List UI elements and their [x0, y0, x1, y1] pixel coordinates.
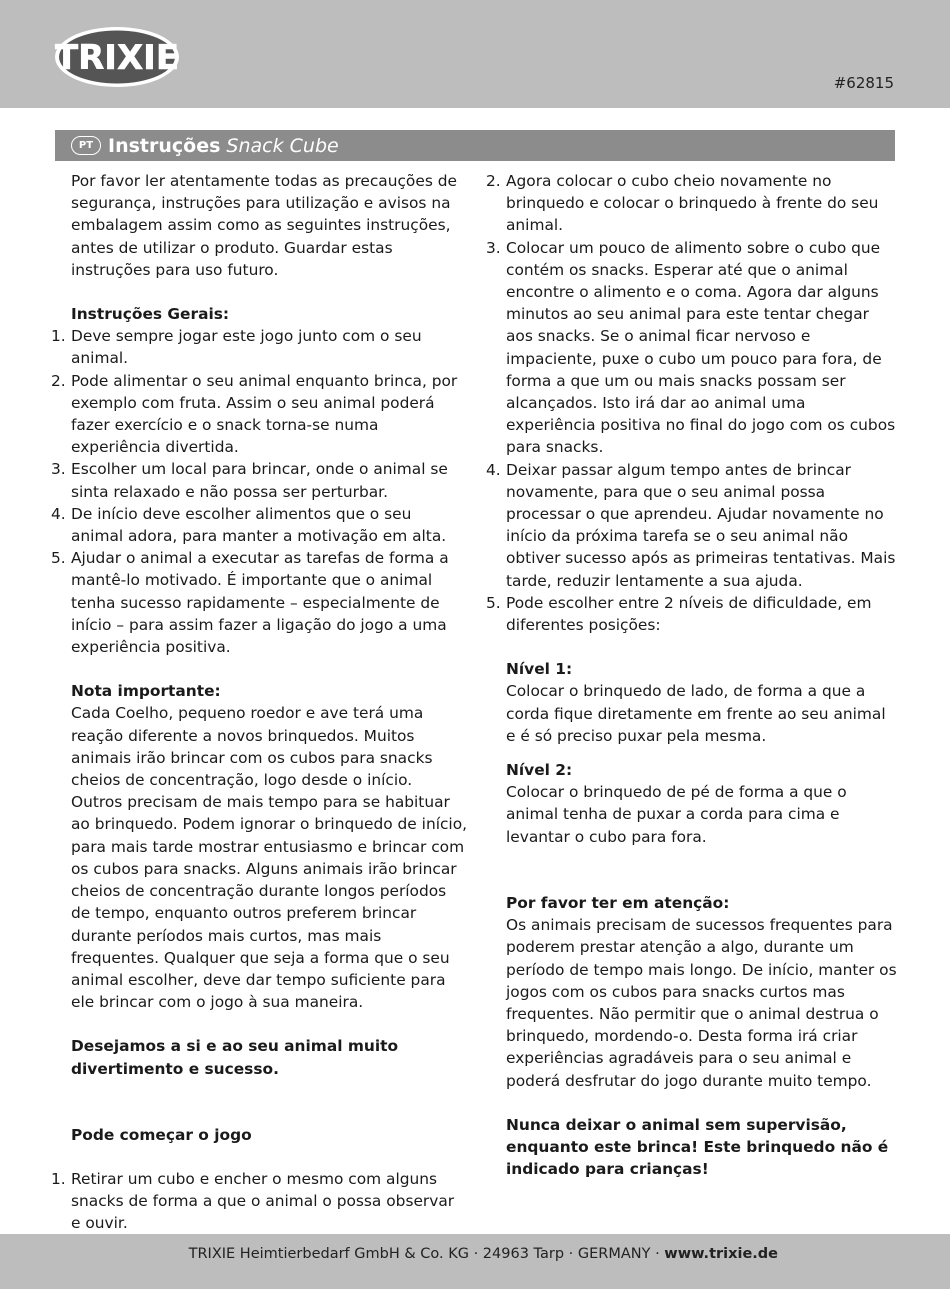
right-column: [486, 170, 898, 1180]
general-instructions-list: [51, 325, 467, 658]
logo-text: TRIXIE: [54, 38, 180, 78]
level-2-heading: Nível 2:: [506, 761, 573, 780]
important-note-text: Cada Coelho, pequeno roedor e ave terá uma reação diferente a novos brinquedos. Muitos animais irão brincar com os cubos para snacks cheios de concentração, logo desde o início. Outros precisam de mais tempo para se habituar ao brinquedo. Podem ignorar o brinquedo de início, para mais tarde mostrar entusiasmo e brincar com os cubos para snacks. Alguns animais irão brincar cheios de concentração durante longos períodos de tempo, enquanto outros preferem brincar durante períodos mais curtos, mas mais frequentes. Qualquer que seja a forma que o seu animal escolher, deve dar tempo suficiente para ele brincar com o jogo à sua maneira.: [71, 704, 468, 1012]
level-1-heading: Nível 1:: [506, 660, 573, 679]
title-bar: [55, 130, 895, 161]
footer-address: [189, 1246, 778, 1262]
list-item: 1. Deve sempre jogar este jogo junto com o seu animal.: [51, 327, 422, 368]
list-item: 1. Retirar um cubo e encher o mesmo com alguns snacks de forma a que o animal o possa observar e ouvir.: [51, 1169, 455, 1233]
list-item: 2. Agora colocar o cubo cheio novamente no brinquedo e colocar o brinquedo à frente do seu animal.: [486, 172, 879, 235]
list-item: 3. Escolher um local para brincar, onde o animal se sinta relaxado e não possa ser perturbar.: [51, 460, 448, 501]
wish-text: Desejamos a si e ao seu animal muito divertimento e sucesso.: [71, 1037, 399, 1078]
important-note-heading: Nota importante:: [71, 682, 221, 701]
level-2-text: Colocar o brinquedo de pé de forma a que o animal tenha de puxar a corda para cima e levantar o cubo para fora.: [506, 783, 847, 846]
general-instructions-heading: Instruções Gerais:: [71, 305, 230, 324]
trixie-logo: [54, 26, 180, 88]
footer-website-link[interactable]: www.trixie.de: [664, 1246, 778, 1262]
list-item: 5. Ajudar o animal a executar as tarefas de forma a mantê-lo motivado. É importante que o animal tenha sucesso rapidamente – especialmente de início – para assim fazer a ligação do jogo a uma experiência positiva.: [51, 549, 449, 657]
list-item: 4. De início deve escolher alimentos que o seu animal adora, para manter a motivação em alta.: [51, 504, 447, 546]
attention-text: Os animais precisam de sucessos frequentes para poderem prestar atenção a algo, durante um período de tempo mais longo. De início, manter os jogos com os cubos para snacks curtos mas frequentes. Não permitir que o animal destrua o brinquedo, mordendo-o. Desta forma irá criar experiências agradáveis para o seu animal e poderá desfrutar do jogo durante muito tempo.: [506, 916, 897, 1090]
language-badge: PT: [71, 136, 101, 155]
list-item: 3. Colocar um pouco de alimento sobre o cubo que contém os snacks. Esperar até que o animal encontre o alimento e o coma. Agora dar alguns minutos ao seu animal para este tentar chegar aos snacks. Se o animal ficar nervoso e impaciente, puxe o cubo um pouco para fora, de forma a que um ou mais snacks possam ser alcançados. Isto irá dar ao animal uma experiência positiva no final do jogo com os cubos para snacks.: [486, 238, 896, 457]
supervision-warning: Nunca deixar o animal sem supervisão, enquanto este brinca! Este brinquedo não é indicado para crianças!: [506, 1115, 889, 1179]
article-number: #62815: [833, 74, 894, 92]
start-game-heading: Pode começar o jogo: [71, 1125, 252, 1144]
attention-heading: Por favor ter em atenção:: [506, 893, 730, 912]
list-item: 2. Pode alimentar o seu animal enquanto brinca, por exemplo com fruta. Assim o seu animal poderá fazer exercício e o snack torna-se numa experiência divertida.: [51, 371, 458, 457]
start-game-list-continued: [486, 170, 898, 636]
start-game-list: [51, 1168, 467, 1235]
level-1-text: Colocar o brinquedo de lado, de forma a que a corda fique diretamente em frente ao seu animal e é só preciso puxar pela mesma.: [506, 682, 886, 745]
title-product: Snack Cube: [226, 134, 339, 157]
intro-text: Por favor ler atentamente todas as precauções de segurança, instruções para utilização e avisos na embalagem assim como as seguintes instruções, antes de utilizar o produto. Guardar estas instruções para uso futuro.: [71, 172, 457, 279]
list-item: 4. Deixar passar algum tempo antes de brincar novamente, para que o seu animal possa processar o que aprendeu. Ajudar novamente no início da próxima tarefa se o seu animal não obtiver sucesso após as primeiras tentativas. Mais tarde, reduzir lentamente a sua ajuda.: [486, 460, 896, 590]
left-column: [51, 170, 468, 1235]
list-item: 5. Pode escolher entre 2 níveis de dificuldade, em diferentes posições:: [486, 593, 872, 635]
footer-company: TRIXIE Heimtierbedarf GmbH & Co. KG · 24963 Tarp · GERMANY ·: [188, 1246, 665, 1262]
title-main: Instruções: [108, 134, 221, 157]
